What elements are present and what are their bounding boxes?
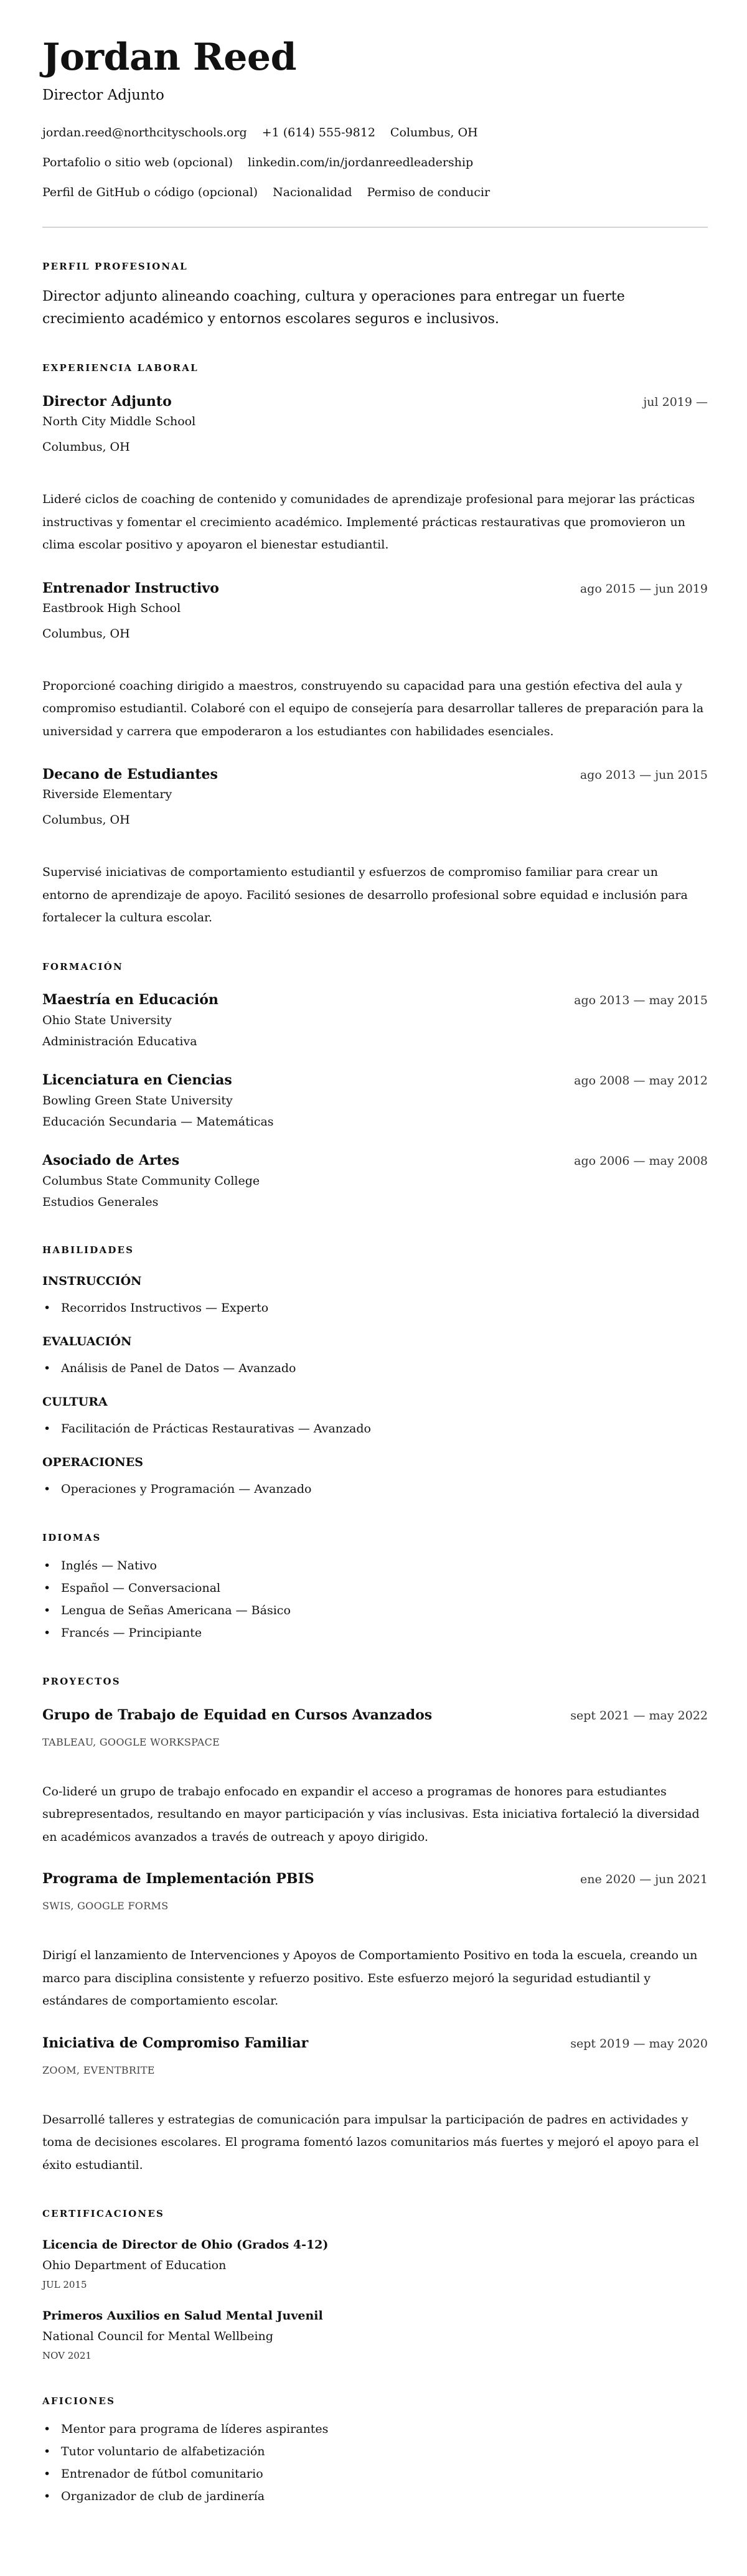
contact-item: Portafolio o sitio web (opcional): [42, 156, 233, 169]
candidate-name: Jordan Reed: [42, 35, 297, 79]
list-item: [42, 1417, 708, 1440]
job-location: Columbus, OH: [42, 440, 130, 454]
bullet-icon: •: [44, 2467, 51, 2481]
field-of-study: Educación Secundaria — Matemáticas: [42, 1114, 274, 1129]
certification-issuer: Ohio Department of Education: [42, 2259, 227, 2272]
contact-info: [42, 123, 708, 202]
job-title: Entrenador Instructivo: [42, 580, 219, 596]
section-heading-projects: PROYECTOS: [42, 1675, 121, 1687]
list-item: [42, 1599, 708, 1622]
contact-item: Permiso de conducir: [367, 186, 491, 199]
skill-list: [42, 1478, 708, 1500]
job-dates: ago 2013 — jun 2015: [580, 768, 708, 782]
bullet-icon: •: [44, 1300, 51, 1315]
section-heading-summary: PERFIL PROFESIONAL: [42, 261, 188, 272]
list-item: [42, 1577, 708, 1599]
section-heading-languages: IDIOMAS: [42, 1531, 101, 1543]
project-title: Grupo de Trabajo de Equidad en Cursos Avanzados: [42, 1706, 433, 1723]
job-location: Columbus, OH: [42, 813, 130, 827]
education-section: [42, 959, 708, 1213]
job-entry: [42, 765, 708, 929]
project-dates: sept 2021 — may 2022: [570, 1708, 708, 1723]
job-entry: [42, 579, 708, 743]
bullet-icon: •: [44, 2489, 51, 2503]
job-company: North City Middle School: [42, 415, 196, 428]
resume-header: [42, 35, 708, 202]
skill-list: [42, 1357, 708, 1380]
bullet-icon: •: [44, 1625, 51, 1640]
field-of-study: Estudios Generales: [42, 1195, 159, 1209]
education-entry: [42, 1071, 708, 1132]
school-name: Bowling Green State University: [42, 1093, 233, 1107]
degree-name: Maestría en Educación: [42, 991, 218, 1008]
contact-link[interactable]: jordan.reed@northcityschools.org: [42, 126, 247, 139]
projects-section: [42, 1674, 708, 2177]
education-header: [42, 990, 708, 1010]
bullet-icon: •: [44, 1421, 51, 1436]
section-heading-experience: EXPERIENCIA LABORAL: [42, 362, 199, 374]
job-title: Director Adjunto: [42, 393, 172, 410]
project-description: Co-lideré un grupo de trabajo enfocado en expandir el acceso a programas de honores para estudiantes subrepresentados, resultando en mayor participación y vías inclusivas. Esta iniciativa fortaleció la diversidad en académicos avanzados a través de outreach y apoyo dirigido.: [42, 1784, 700, 1844]
job-description: Supervisé iniciativas de comportamiento estudiantil y esfuerzos de compromiso familiar para crear un entorno de aprendizaje de apoyo. Facilitó sesiones de desarrollo profesional sobre equidad e inclusión para fortalecer la cultura escolar.: [42, 865, 688, 924]
certification-entry: [42, 2306, 708, 2364]
job-header: [42, 765, 708, 784]
list-item: [42, 1622, 708, 1644]
list-item: [42, 2463, 708, 2485]
list-item: [42, 2418, 708, 2440]
list-item-text: Facilitación de Prácticas Restaurativas — Avanzado: [61, 1421, 371, 1436]
list-item-text: Análisis de Panel de Datos — Avanzado: [61, 1361, 296, 1375]
certification-name: Licencia de Director de Ohio (Grados 4-12): [42, 2238, 329, 2252]
job-location: Columbus, OH: [42, 626, 130, 641]
bullet-icon: •: [44, 1361, 51, 1375]
section-heading-hobbies: AFICIONES: [42, 2395, 116, 2407]
list-item: [42, 1357, 708, 1380]
contact-item: Perfil de GitHub o código (opcional): [42, 186, 258, 199]
job-company: Riverside Elementary: [42, 787, 172, 801]
section-heading-certifications: CERTIFICACIONES: [42, 2208, 164, 2219]
contact-item: +1 (614) 555-9812: [261, 126, 375, 139]
school-name: Columbus State Community College: [42, 1173, 260, 1188]
skill-group-heading: INSTRUCCIÓN: [42, 1274, 142, 1288]
job-header: [42, 392, 708, 411]
list-item-text: Mentor para programa de líderes aspirantes: [61, 2422, 329, 2436]
skill-list: [42, 1297, 708, 1319]
skill-group-heading: OPERACIONES: [42, 1455, 143, 1469]
summary-section: [42, 259, 708, 331]
project-header: [42, 2034, 708, 2053]
project-entry: [42, 2034, 708, 2177]
list-item-text: Tutor voluntario de alfabetización: [61, 2445, 265, 2458]
bullet-icon: •: [44, 2445, 51, 2458]
project-dates: sept 2019 — may 2020: [570, 2036, 708, 2051]
bullet-icon: •: [44, 1558, 51, 1572]
list-item-text: Inglés — Nativo: [61, 1558, 157, 1572]
contact-row: [42, 153, 708, 172]
list-item-text: Español — Conversacional: [61, 1581, 221, 1595]
contact-row: [42, 183, 708, 202]
job-description: Proporcioné coaching dirigido a maestros, construyendo su capacidad para una gestión efectiva del aula y compromiso estudiantil. Colaboré con el equipo de consejería para desarrollar talleres de preparación para la universidad y carrera que empoderaron a los estudiantes con habilidades esenciales.: [42, 679, 704, 738]
list-item-text: Francés — Principiante: [61, 1625, 202, 1640]
education-entry: [42, 1151, 708, 1213]
contact-item: Columbus, OH: [390, 126, 478, 139]
hobbies-section: [42, 2394, 708, 2508]
section-heading-skills: HABILIDADES: [42, 1244, 134, 1256]
job-title: Decano de Estudiantes: [42, 766, 218, 783]
bullet-icon: •: [44, 1581, 51, 1595]
skill-group-heading: CULTURA: [42, 1394, 108, 1409]
job-dates: jul 2019 —: [643, 395, 708, 409]
languages-list: [42, 1554, 708, 1644]
certifications-section: [42, 2206, 708, 2364]
project-entry: [42, 1869, 708, 2013]
job-entry: [42, 392, 708, 557]
education-dates: ago 2013 — may 2015: [574, 993, 708, 1007]
contact-item: Nacionalidad: [273, 186, 352, 199]
project-title: Programa de Implementación PBIS: [42, 1871, 314, 1887]
certification-date: JUL 2015: [42, 2279, 87, 2290]
job-dates: ago 2015 — jun 2019: [580, 581, 708, 596]
list-item-text: Lengua de Señas Americana — Básico: [61, 1603, 291, 1617]
education-header: [42, 1151, 708, 1170]
project-header: [42, 1869, 708, 1889]
bullet-icon: •: [44, 1603, 51, 1617]
candidate-title: Director Adjunto: [42, 87, 164, 103]
degree-name: Asociado de Artes: [42, 1152, 180, 1168]
project-title: Iniciativa de Compromiso Familiar: [42, 2034, 309, 2051]
certification-issuer: National Council for Mental Wellbeing: [42, 2329, 273, 2343]
project-description: Desarrollé talleres y estrategias de comunicación para impulsar la participación de padres en actividades y toma de decisiones escolares. El programa fomentó lazos comunitarios más fuertes y mejoró el apoyo para el éxito estudiantil.: [42, 2112, 699, 2172]
job-header: [42, 579, 708, 598]
section-heading-education: FORMACIÓN: [42, 961, 123, 972]
hobbies-list: [42, 2418, 708, 2508]
project-tech: SWIS, GOOGLE FORMS: [42, 1900, 169, 1912]
project-tech: ZOOM, EVENTBRITE: [42, 2064, 155, 2076]
project-description: Dirigí el lanzamiento de Intervenciones y Apoyos de Comportamiento Positivo en toda la escuela, creando un marco para disciplina consistente y refuerzo positivo. Este esfuerzo mejoró la seguridad estudiantil y estándares de comportamiento escolar.: [42, 1948, 698, 2008]
list-item: [42, 1478, 708, 1500]
job-description: Lideré ciclos de coaching de contenido y comunidades de aprendizaje profesional para mejorar las prácticas instructivas y fomentar el crecimiento académico. Implementé prácticas restaurativas que promovieron un clima escolar positivo y apoyaron el bienestar estudiantil.: [42, 492, 695, 552]
list-item: [42, 1554, 708, 1577]
list-item: [42, 1297, 708, 1319]
skills-section: [42, 1243, 708, 1500]
job-company: Eastbrook High School: [42, 601, 181, 615]
project-header: [42, 1706, 708, 1725]
certification-entry: [42, 2235, 708, 2293]
contact-link[interactable]: linkedin.com/in/jordanreedleadership: [248, 156, 474, 169]
experience-section: [42, 360, 708, 929]
project-dates: ene 2020 — jun 2021: [580, 1873, 708, 1886]
list-item-text: Recorridos Instructivos — Experto: [61, 1300, 269, 1315]
project-entry: [42, 1706, 708, 1849]
education-dates: ago 2008 — may 2012: [574, 1073, 708, 1088]
list-item-text: Entrenador de fútbol comunitario: [61, 2467, 263, 2481]
certification-name: Primeros Auxilios en Salud Mental Juvenil: [42, 2309, 323, 2323]
bullet-icon: •: [44, 1482, 51, 1496]
degree-name: Licenciatura en Ciencias: [42, 1071, 232, 1088]
skill-group-heading: EVALUACIÓN: [42, 1334, 132, 1348]
summary-text: Director adjunto alineando coaching, cultura y operaciones para entregar un fuerte crecimiento académico y entornos escolares seguros e inclusivos.: [42, 289, 625, 327]
education-entry: [42, 990, 708, 1052]
languages-section: [42, 1530, 708, 1644]
list-item-text: Operaciones y Programación — Avanzado: [61, 1482, 312, 1496]
project-tech: TABLEAU, GOOGLE WORKSPACE: [42, 1736, 220, 1748]
list-item: [42, 2485, 708, 2508]
certification-date: NOV 2021: [42, 2350, 92, 2361]
list-item-text: Organizador de club de jardinería: [61, 2489, 265, 2503]
school-name: Ohio State University: [42, 1013, 172, 1027]
field-of-study: Administración Educativa: [42, 1034, 197, 1048]
education-dates: ago 2006 — may 2008: [574, 1154, 708, 1168]
bullet-icon: •: [44, 2422, 51, 2436]
list-item: [42, 2440, 708, 2463]
education-header: [42, 1071, 708, 1090]
skill-list: [42, 1417, 708, 1440]
contact-row: [42, 123, 708, 142]
header-divider: [42, 227, 708, 228]
